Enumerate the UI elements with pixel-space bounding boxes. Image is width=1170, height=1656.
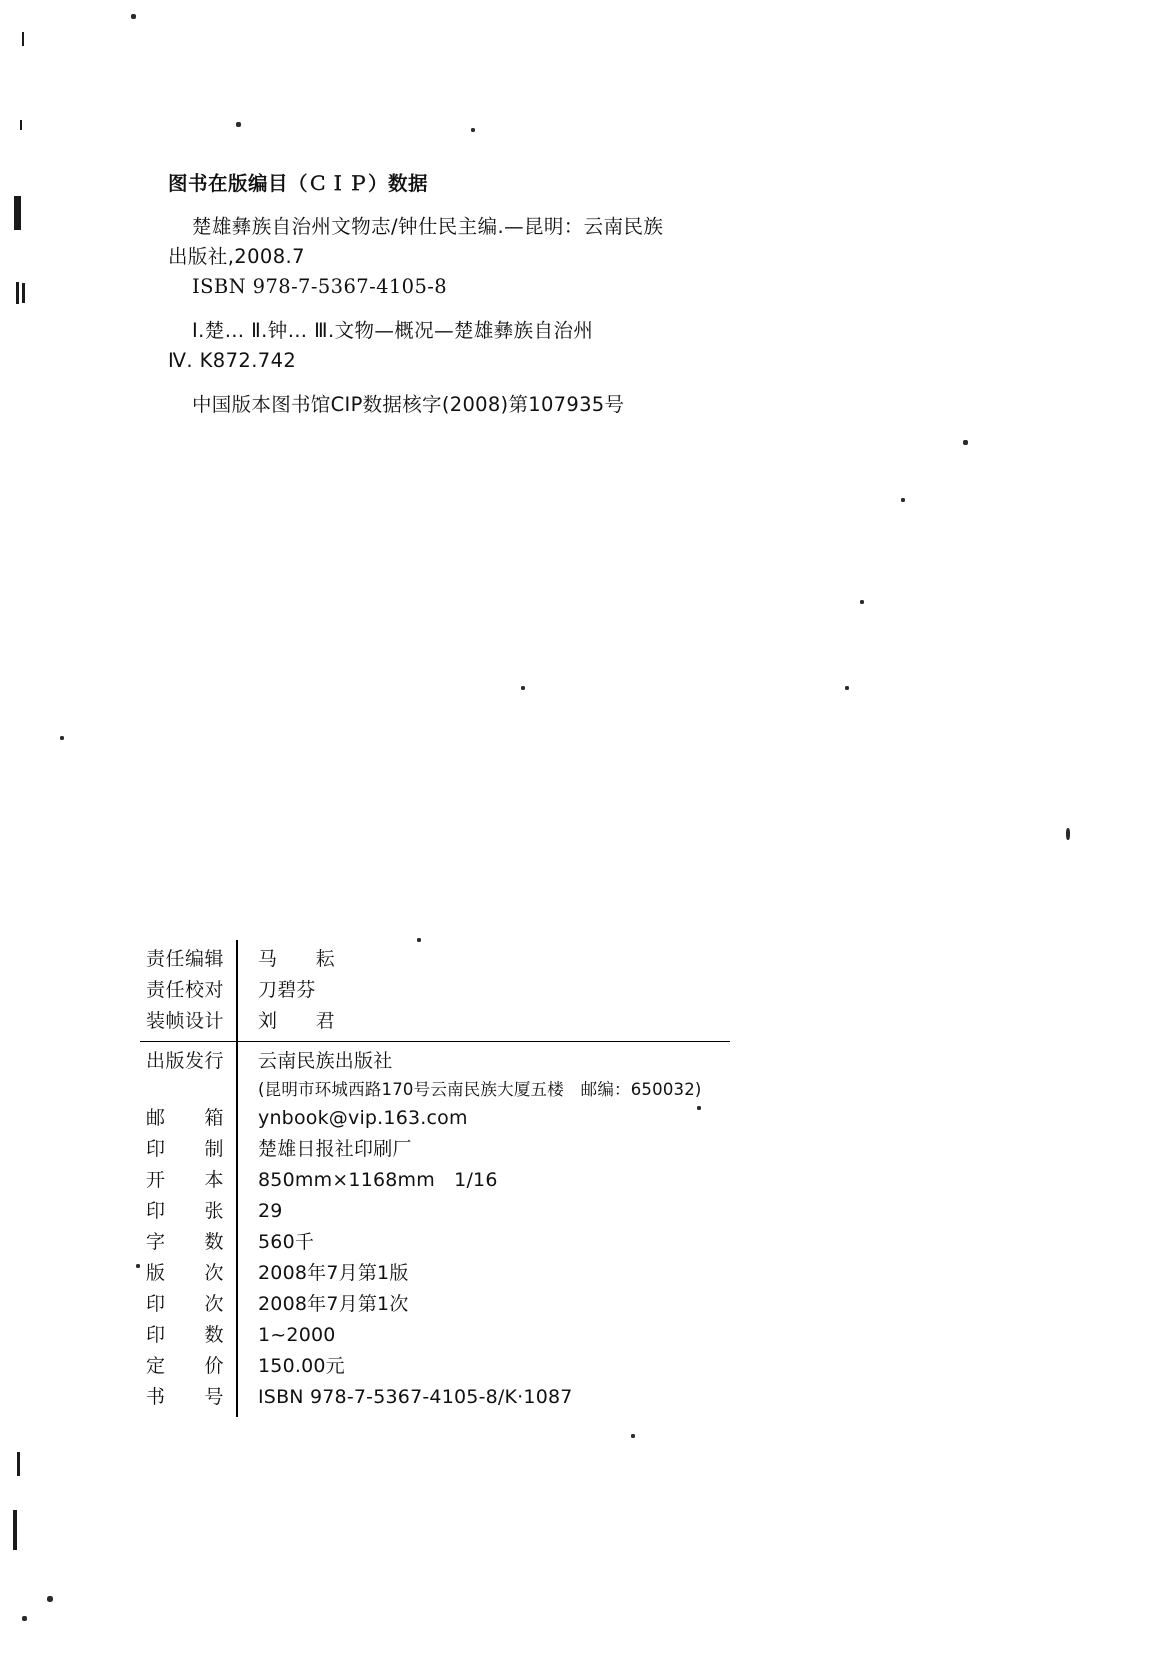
row-label: 出版发行: [146, 1050, 225, 1072]
scan-artifact: [17, 1452, 20, 1476]
colophon-block: [140, 940, 890, 1417]
scan-speck: [521, 686, 525, 690]
row-value: 云南民族出版社: [258, 1050, 393, 1072]
cip-classification-2: Ⅳ. K872.742: [168, 349, 297, 372]
colophon-row: [140, 975, 890, 1006]
scan-artifact: [22, 283, 25, 303]
row-value: 850mm×1168mm 1/16: [258, 1169, 498, 1191]
colophon-row: [140, 1227, 890, 1258]
colophon-row: [140, 944, 890, 975]
scan-artifact: [16, 282, 19, 304]
row-label: 责任编辑: [146, 948, 225, 970]
scan-artifact: [13, 1510, 17, 1550]
colophon-row: [140, 1382, 890, 1413]
colophon-row: [140, 1258, 890, 1289]
scan-artifact: [20, 120, 22, 130]
cip-heading: 图书在版编目（ＣＩＰ）数据: [168, 172, 429, 195]
row-label: 装帧设计: [146, 1010, 225, 1032]
row-value: 29: [258, 1200, 283, 1222]
row-value: ISBN 978-7-5367-4105-8/K·1087: [258, 1386, 573, 1408]
scan-speck: [845, 686, 849, 690]
cip-line-2: 出版社,2008.7: [168, 245, 305, 268]
scan-speck: [631, 1434, 635, 1438]
colophon-row: [140, 1134, 890, 1165]
row-value: ynbook@vip.163.com: [258, 1107, 468, 1129]
row-value: 560千: [258, 1231, 315, 1253]
cip-number: 中国版本图书馆CIP数据核字(2008)第107935号: [192, 393, 625, 416]
row-label: 开 本: [146, 1169, 225, 1191]
colophon-row: [140, 1196, 890, 1227]
row-label: 定 价: [146, 1355, 225, 1377]
row-value: 马 耘: [258, 948, 335, 970]
row-label: 书 号: [146, 1386, 225, 1408]
scan-speck: [60, 736, 64, 740]
row-label: 印 制: [146, 1138, 225, 1160]
row-label: 印 张: [146, 1200, 225, 1222]
colophon-row: [140, 1103, 890, 1134]
row-value: 楚雄日报社印刷厂: [258, 1138, 412, 1160]
scan-artifact: [14, 196, 21, 230]
cip-classification-1: Ⅰ.楚… Ⅱ.钟… Ⅲ.文物—概况—楚雄彝族自治州: [192, 319, 594, 342]
row-value: 刘 君: [258, 1010, 335, 1032]
row-value: 1~2000: [258, 1324, 336, 1346]
scan-speck: [860, 600, 864, 604]
colophon-row: [140, 1006, 890, 1037]
colophon-row: [140, 1165, 890, 1196]
row-label: 字 数: [146, 1231, 225, 1253]
scan-speck: [131, 14, 136, 19]
scan-speck: [1066, 828, 1070, 840]
cip-block: [168, 168, 908, 420]
row-label: 版 次: [146, 1262, 225, 1284]
scan-speck: [22, 1616, 27, 1621]
cip-isbn: ISBN 978-7-5367-4105-8: [192, 275, 448, 298]
row-value: 2008年7月第1次: [258, 1293, 409, 1315]
cip-line-1: 楚雄彝族自治州文物志/钟仕民主编.—昆明：云南民族: [192, 215, 664, 238]
row-label: 印 次: [146, 1293, 225, 1315]
colophon-row-publisher: [140, 1046, 890, 1077]
scan-speck: [901, 498, 905, 502]
scan-speck: [963, 440, 968, 445]
colophon-details-group: [140, 1042, 890, 1417]
row-value: 刀碧芬: [258, 979, 316, 1001]
scan-speck: [471, 128, 475, 132]
row-value: 2008年7月第1版: [258, 1262, 409, 1284]
colophon-row: [140, 1320, 890, 1351]
row-label: 邮 箱: [146, 1107, 225, 1129]
colophon-staff-group: [140, 940, 890, 1041]
scan-speck: [47, 1596, 53, 1602]
scan-artifact: [22, 32, 24, 46]
scan-speck: [236, 122, 241, 127]
row-label: 印 数: [146, 1324, 225, 1346]
publisher-address: (昆明市环城西路170号云南民族大厦五楼 邮编：650032): [258, 1080, 702, 1099]
row-label: 责任校对: [146, 979, 225, 1001]
colophon-row: [140, 1289, 890, 1320]
row-value: 150.00元: [258, 1355, 345, 1377]
colophon-row: [140, 1351, 890, 1382]
